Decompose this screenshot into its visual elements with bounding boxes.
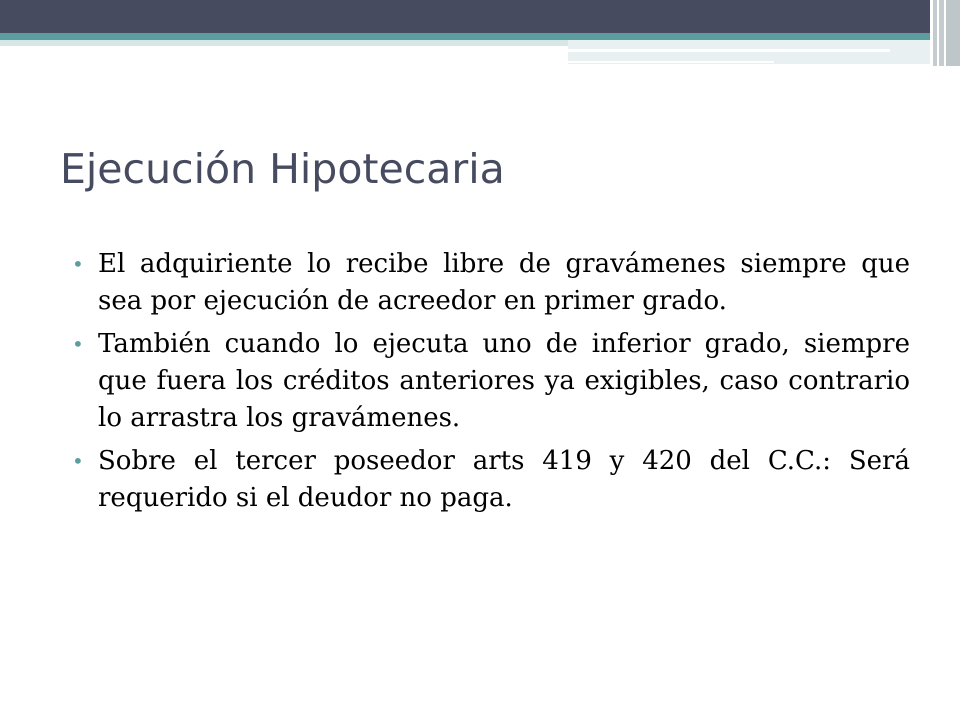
bullet-dot-icon: • — [72, 332, 84, 356]
header-accent-stripe — [0, 33, 960, 40]
header-decor-line — [568, 61, 774, 63]
header-decor-bar — [930, 0, 933, 66]
bullet-dot-icon: • — [72, 449, 84, 473]
bullet-dot-icon: • — [72, 252, 84, 276]
bullet-text: Sobre el tercer poseedor arts 419 y 420 del C.C.: Será requerido si el deudor no paga. — [98, 446, 910, 513]
bullet-text: El adquiriente lo recibe libre de gravámenes siempre que sea por ejecución de acreedor en primer grado. — [98, 249, 910, 316]
slide-title: Ejecución Hipotecaria — [60, 145, 505, 193]
bullet-text: También cuando lo ejecuta uno de inferior grado, siempre que fuera los créditos anteriores ya exigibles, caso contrario lo arrastra los gravámenes. — [98, 329, 910, 433]
header-decor-bar — [937, 0, 939, 66]
bullet-item — [70, 326, 910, 437]
header-decor-bar — [944, 0, 946, 66]
bullet-item — [70, 246, 910, 320]
bullet-item — [70, 443, 910, 517]
header-decor-bar — [946, 0, 960, 66]
header-banner — [0, 0, 960, 33]
bullet-list — [70, 246, 910, 523]
header-decor-line — [568, 49, 890, 52]
